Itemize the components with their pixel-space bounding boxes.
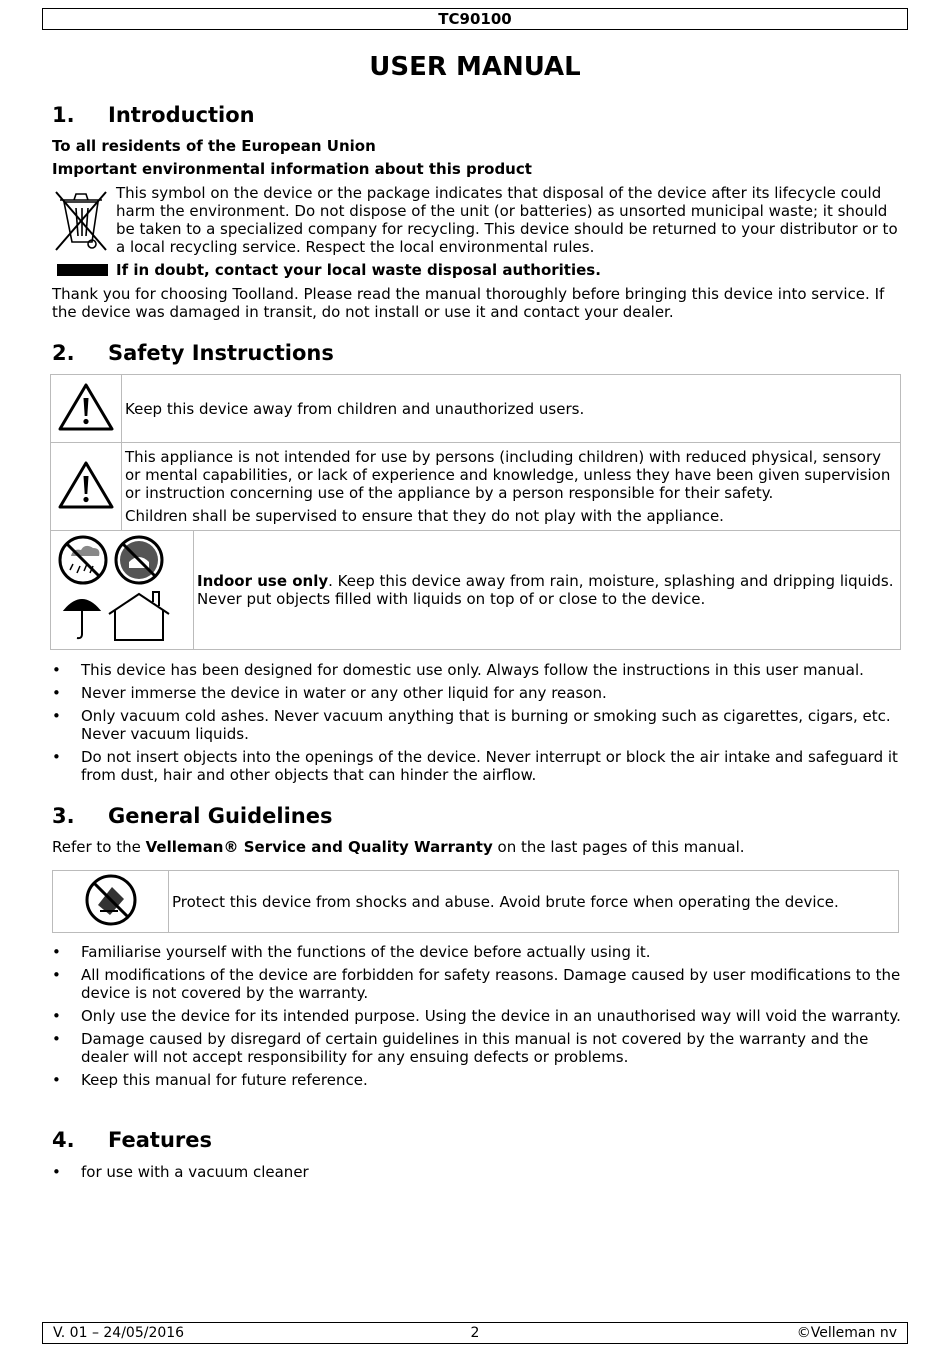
warranty-post: on the last pages of this manual. <box>492 838 745 856</box>
section-3-number: 3. <box>52 804 75 828</box>
house-icon <box>109 592 169 640</box>
warning-triangle-icon <box>57 459 115 511</box>
weee-black-bar <box>57 264 108 276</box>
section-1-heading <box>52 101 255 129</box>
safety-bullets <box>52 661 902 789</box>
list-item: • Familiarise yourself with the functions of the device before actually using it. <box>52 943 902 961</box>
section-4-heading <box>52 1126 212 1154</box>
warranty-bold: Velleman® Service and Quality Warranty <box>145 838 493 856</box>
shock-text: Protect this device from shocks and abuse. Avoid brute force when operating the device. <box>169 871 899 933</box>
section-1-number: 1. <box>52 103 75 127</box>
indoor-text <box>194 531 901 650</box>
shock-table <box>52 870 899 933</box>
list-item: • Only use the device for its intended purpose. Using the device in an unauthorised way will void the warranty. <box>52 1007 902 1025</box>
weee-text: This symbol on the device or the package indicates that disposal of the device after its lifecycle could harm the environment. Do not dispose of the unit (or batteries) as unsorted municipal waste; it should be taken to a specialized company for recycling. This device should be returned to your distributor or to a local recycling service. Respect the local environmental rules. <box>116 184 898 256</box>
warranty-pre: Refer to the <box>52 838 146 856</box>
footer-copyright: ©Velleman nv <box>796 1325 897 1341</box>
thanks-paragraph: Thank you for choosing Toolland. Please read the manual thoroughly before bringing this device into service. If the device was damaged in transit, do not install or use it and contact your dealer. <box>52 285 885 321</box>
section-1-title: Introduction <box>108 103 255 127</box>
warning-cell <box>51 443 122 531</box>
shock-row <box>53 871 899 933</box>
list-item: • Never immerse the device in water or any other liquid for any reason. <box>52 684 902 702</box>
warning-cell <box>51 375 122 443</box>
indoor-row <box>51 531 901 650</box>
guideline-bullets <box>52 943 902 1094</box>
list-item: • Keep this manual for future reference. <box>52 1071 902 1089</box>
environment-subheading: Important environmental information about this product <box>52 160 532 178</box>
list-item: • Do not insert objects into the openings of the device. Never interrupt or block the air intake and safeguard it from dust, hair and other objects that can hinder the airflow. <box>52 748 902 784</box>
no-splash-icon <box>116 537 162 583</box>
warranty-paragraph <box>52 838 902 856</box>
warning-triangle-icon <box>57 381 115 433</box>
footer-version: V. 01 – 24/05/2016 <box>53 1325 185 1341</box>
safety-text-children: Keep this device away from children and unauthorized users. <box>122 375 901 443</box>
safety-text-persons-b: Children shall be supervised to ensure that they do not play with the appliance. <box>125 507 724 525</box>
section-2-number: 2. <box>52 341 75 365</box>
features-bullets <box>52 1163 902 1186</box>
list-item: • Only vacuum cold ashes. Never vacuum anything that is burning or smoking such as cigarettes, cigars, etc. Never vacuum liquids. <box>52 707 902 743</box>
list-item: • All modifications of the device are forbidden for safety reasons. Damage caused by user modifications to the device is not covered by the warranty. <box>52 966 902 1002</box>
safety-text-persons-a: This appliance is not intended for use by persons (including children) with reduced physical, sensory or mental capabilities, or lack of experience and knowledge, unless they have been given supervision or instruction concerning use of the appliance by a person responsible for their safety. <box>125 448 891 502</box>
no-shock-icon <box>84 873 138 927</box>
footer-page-number: 2 <box>470 1325 480 1341</box>
header-model: TC90100 <box>42 8 908 30</box>
footer <box>42 1322 908 1344</box>
safety-row-persons <box>51 443 901 531</box>
eu-residents-subheading: To all residents of the European Union <box>52 137 376 155</box>
list-item: • This device has been designed for domestic use only. Always follow the instructions in this user manual. <box>52 661 902 679</box>
section-3-title: General Guidelines <box>108 804 333 828</box>
list-item: • for use with a vacuum cleaner <box>52 1163 902 1181</box>
shock-icon-cell <box>53 871 169 933</box>
indoor-use-icons <box>57 532 187 644</box>
weee-bin-icon <box>52 186 110 252</box>
page-title: USER MANUAL <box>369 52 581 82</box>
section-4-title: Features <box>108 1128 212 1152</box>
section-4-number: 4. <box>52 1128 75 1152</box>
safety-text-persons <box>122 443 901 531</box>
section-2-heading <box>52 339 334 367</box>
indoor-bold: Indoor use only <box>197 572 329 590</box>
section-3-heading <box>52 802 332 830</box>
section-2-title: Safety Instructions <box>108 341 334 365</box>
safety-row-children <box>51 375 901 443</box>
umbrella-icon <box>65 600 99 638</box>
weee-bold-note: If in doubt, contact your local waste disposal authorities. <box>116 261 601 279</box>
no-rain-icon <box>60 537 106 583</box>
indoor-rest: . Keep this device away from rain, moisture, splashing and dripping liquids. Never put objects filled with liquids on top of or close to the device. <box>197 572 894 608</box>
indoor-table <box>50 530 901 650</box>
list-item: • Damage caused by disregard of certain guidelines in this manual is not covered by the warranty and the dealer will not accept responsibility for any ensuing defects or problems. <box>52 1030 902 1066</box>
indoor-icons-cell <box>51 531 194 650</box>
safety-table <box>50 374 901 531</box>
